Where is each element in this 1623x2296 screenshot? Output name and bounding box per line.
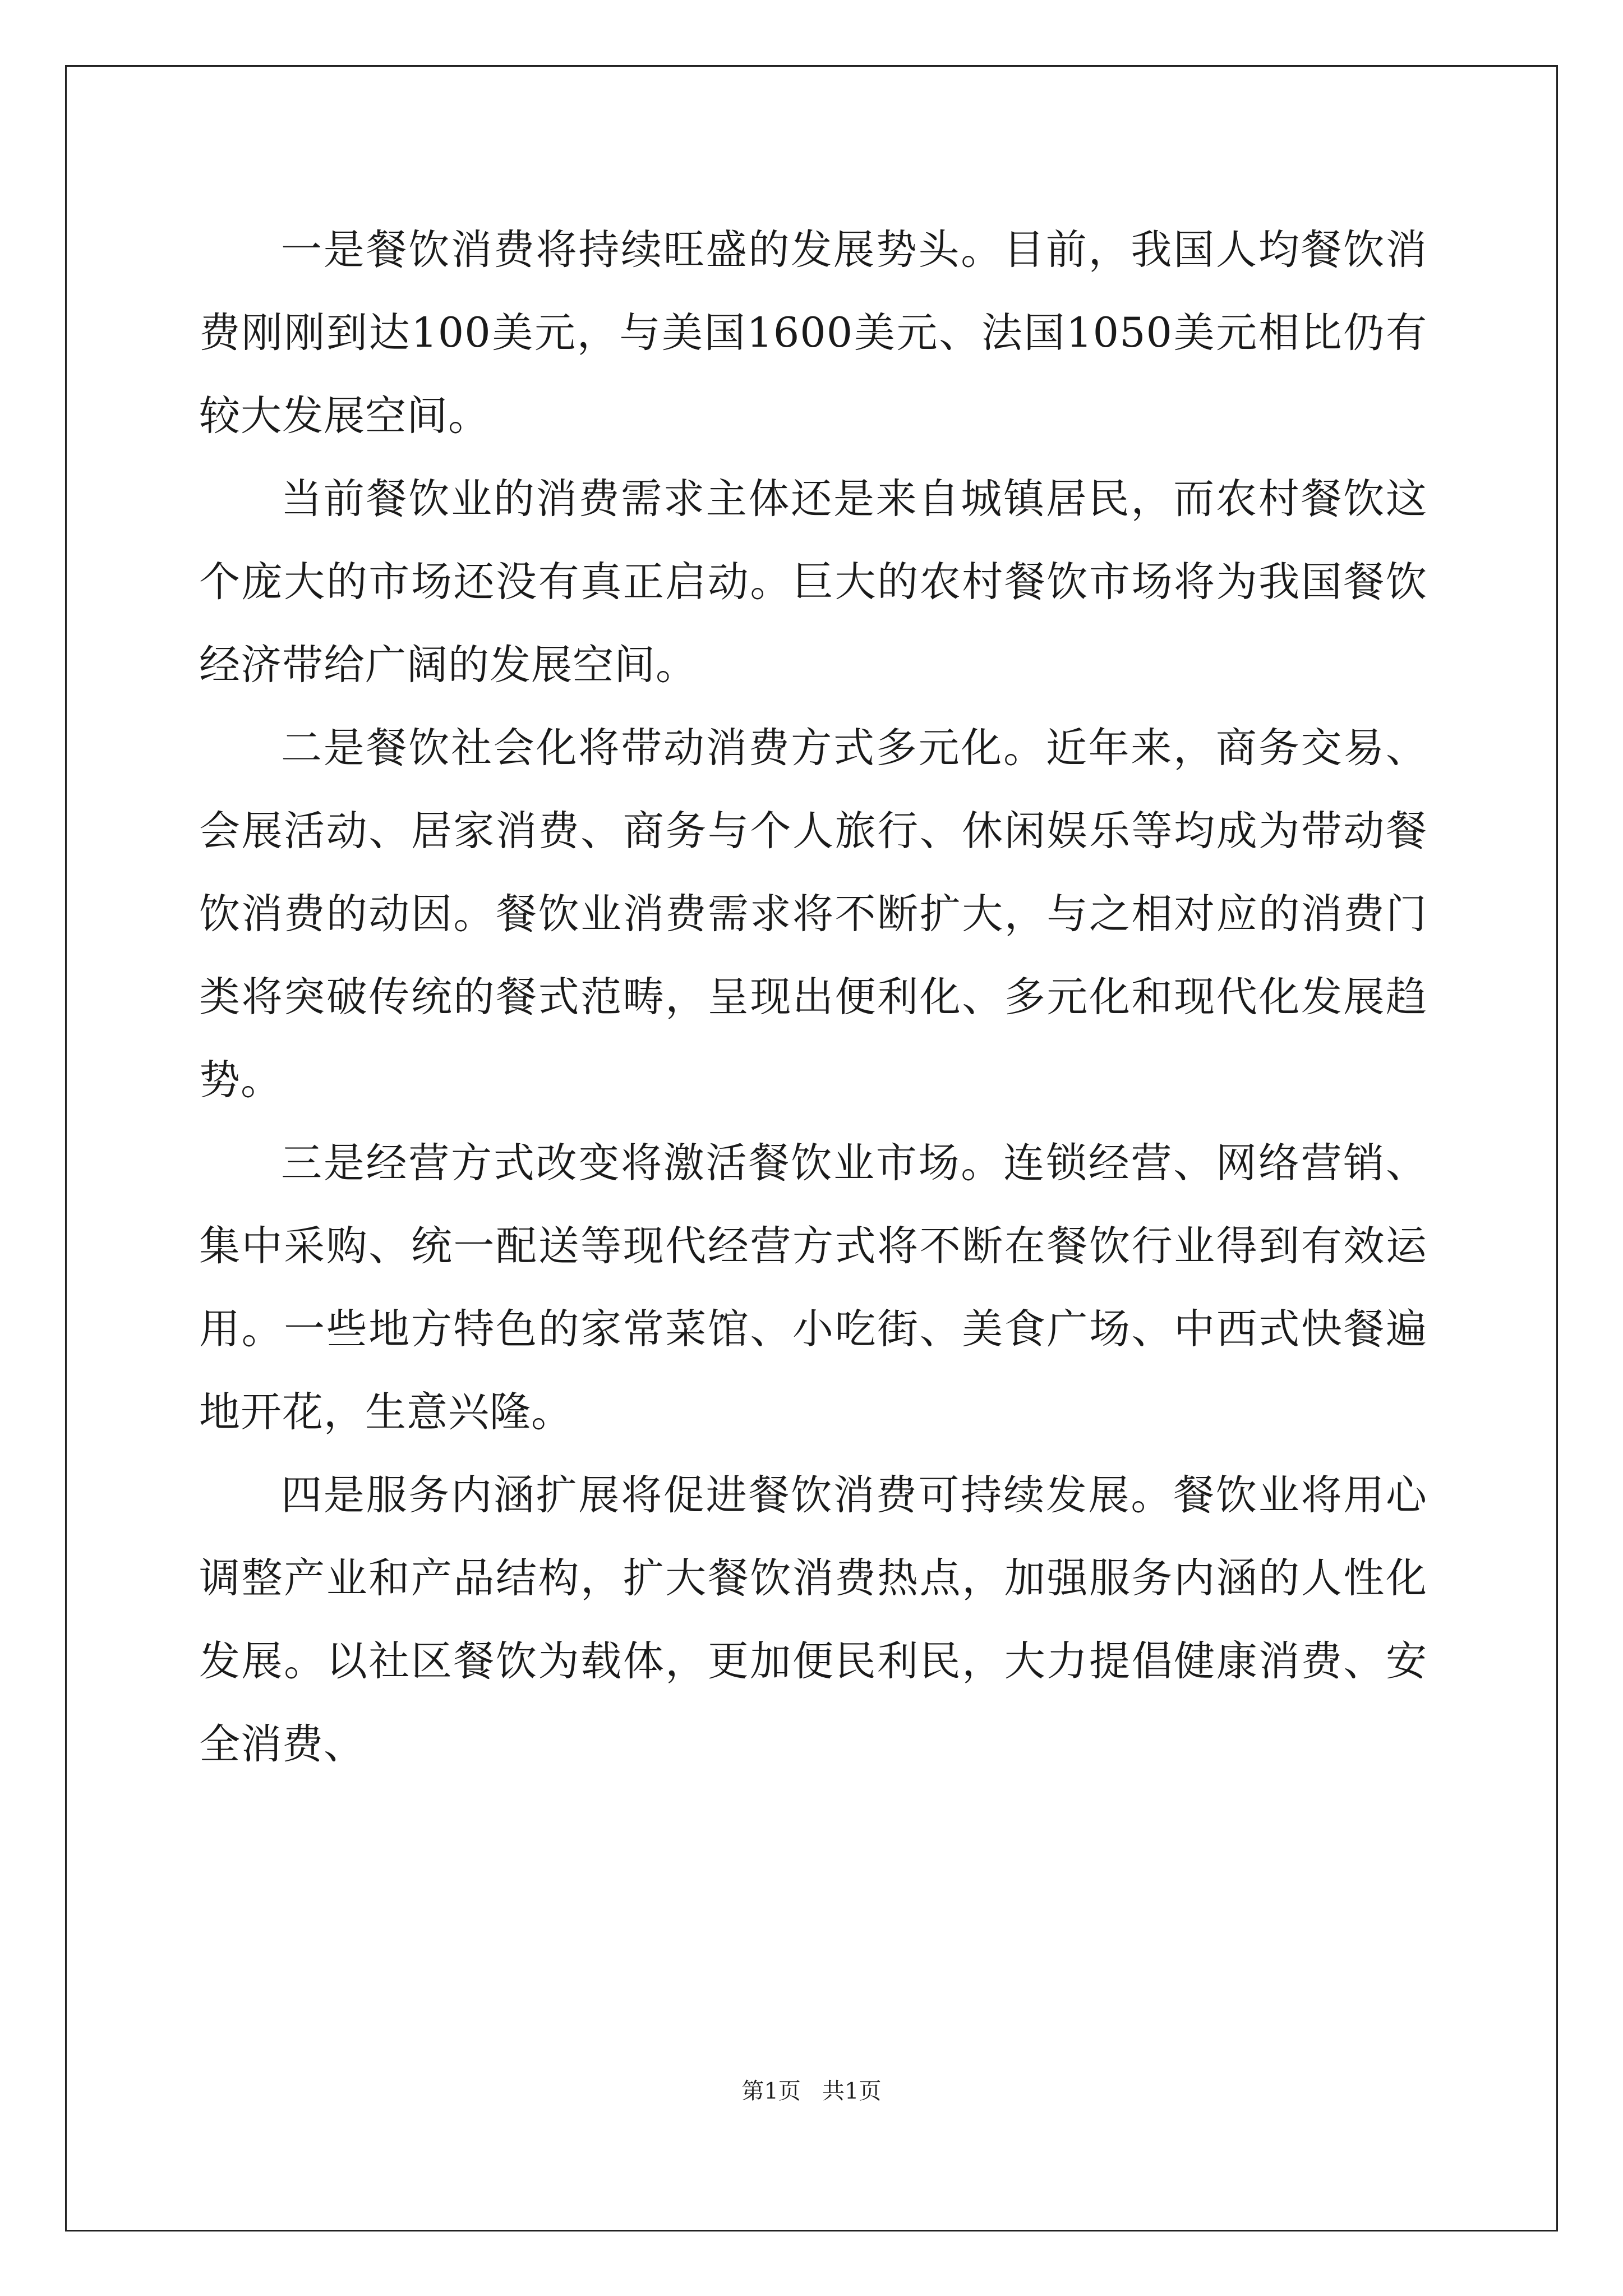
paragraph-4: 三是经营方式改变将激活餐饮业市场。连锁经营、网络营销、集中采购、统一配送等现代经营方式将不断在餐饮行业得到有效运用。一些地方特色的家常菜馆、小吃街、美食广场、中西式快餐遍地开花，生意兴隆。 — [199, 1139, 1427, 1436]
paragraph-3: 二是餐饮社会化将带动消费方式多元化。近年来，商务交易、会展活动、居家消费、商务与个人旅行、休闲娱乐等均成为带动餐饮消费的动因。餐饮业消费需求将不断扩大，与之相对应的消费门类将突破传统的餐式范畴，呈现出便利化、多元化和现代化发展趋势。 — [199, 724, 1427, 1104]
document-body — [199, 209, 1427, 1786]
paragraph-2: 当前餐饮业的消费需求主体还是来自城镇居民，而农村餐饮这个庞大的市场还没有真正启动。巨大的农村餐饮市场将为我国餐饮经济带给广阔的发展空间。 — [199, 475, 1427, 689]
page-footer: 第1页 共1页 — [741, 2078, 882, 2104]
paragraph-5: 四是服务内涵扩展将促进餐饮消费可持续发展。餐饮业将用心调整产业和产品结构，扩大餐饮消费热点，加强服务内涵的人性化发展。以社区餐饮为载体，更加便民利民，大力提倡健康消费、安全消费、 — [199, 1471, 1427, 1768]
paragraph-1: 一是餐饮消费将持续旺盛的发展势头。目前，我国人均餐饮消费刚刚到达100美元，与美国1600美元、法国1050美元相比仍有较大发展空间。 — [199, 226, 1427, 440]
